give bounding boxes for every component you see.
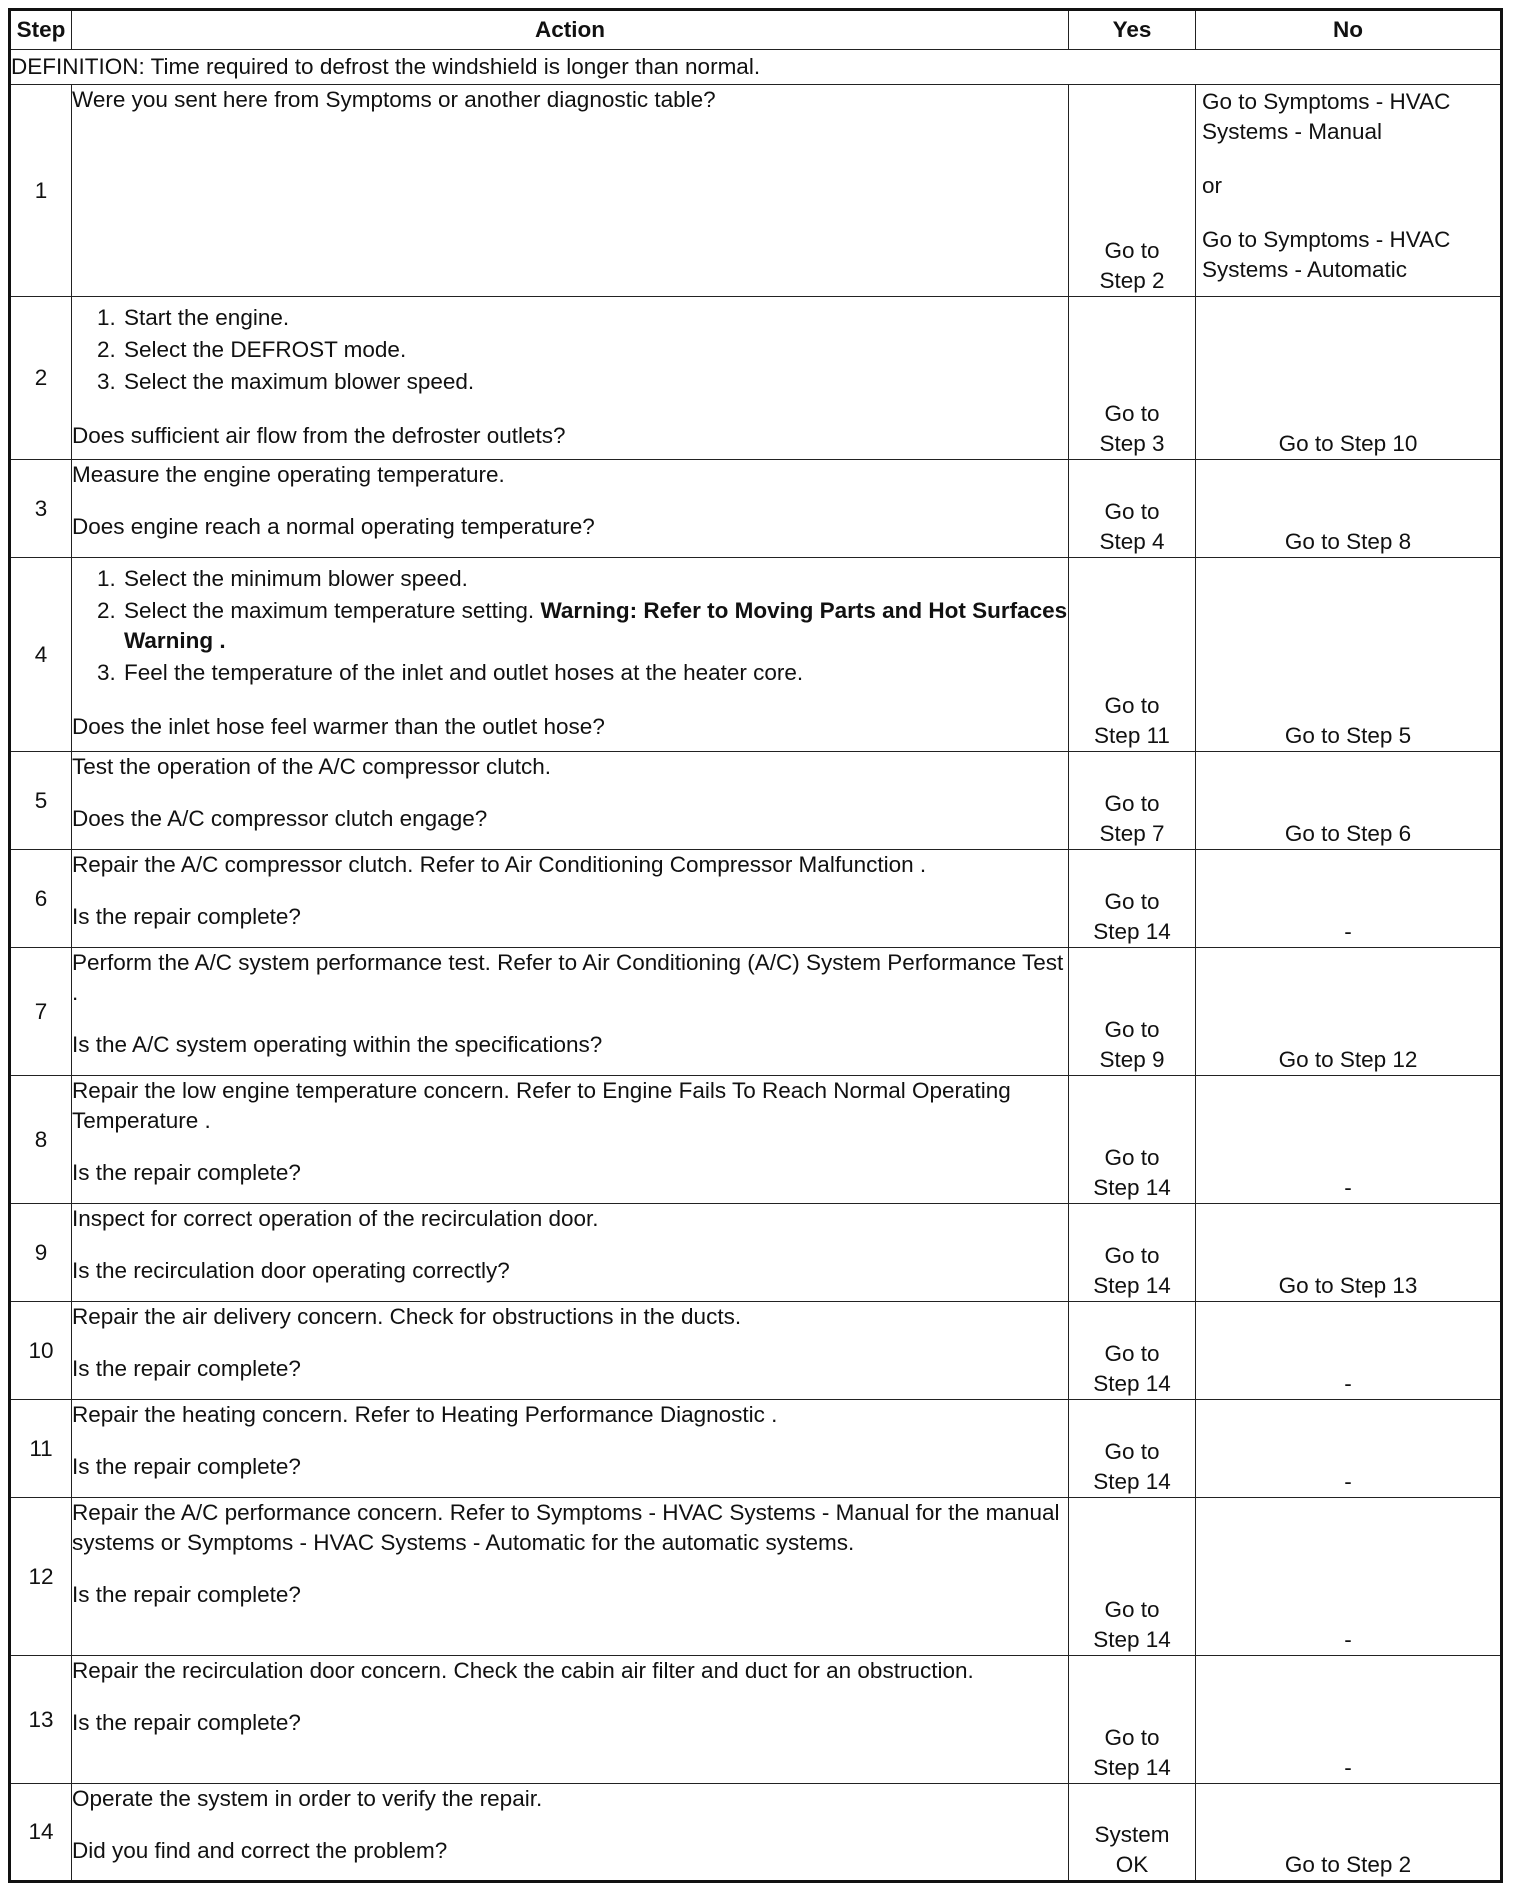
yes-line-2: Step 14 [1093,1273,1171,1298]
no-or-text: or [1202,173,1223,198]
action-cell [72,948,1069,1076]
header-action: Action [72,10,1069,50]
table-row [10,1400,1502,1498]
action-text: Measure the engine operating temperature. [72,462,505,487]
action-steps-list [72,564,1068,688]
table-row [10,85,1502,297]
action-text: Were you sent here from Symptoms or another diagnostic table? [72,87,716,112]
yes-line-2: Step 9 [1099,1047,1165,1072]
no-cell: - [1196,850,1502,948]
yes-line-1: Go to [1104,238,1160,263]
yes-cell [1069,1656,1196,1784]
action-question: Is the repair complete? [72,1582,301,1607]
warning-link[interactable]: Warning: Refer to Moving Parts and Hot Surfaces Warning . [124,598,1068,653]
yes-line-1: Go to [1104,1725,1160,1750]
step-number: 10 [10,1302,72,1400]
step-number: 6 [10,850,72,948]
action-cell [72,1204,1069,1302]
step-number: 7 [10,948,72,1076]
yes-line-2: Step 3 [1099,431,1165,456]
table-row [10,1204,1502,1302]
yes-line-1: Go to [1104,1597,1160,1622]
table-row [10,948,1502,1076]
yes-cell [1069,850,1196,948]
action-step-item [122,596,1068,656]
yes-line-2: Step 11 [1094,723,1170,748]
action-step-item: 3. Feel the temperature of the inlet and outlet hoses at the heater core. [122,658,1068,688]
no-cell: Go to Step 12 [1196,948,1502,1076]
no-cell: Go to Step 10 [1196,297,1502,460]
no-option-b-line-2: Systems - Automatic [1202,257,1408,282]
no-cell: - [1196,1076,1502,1204]
action-step-item: 1. Select the minimum blower speed. [122,564,1068,594]
action-step-item: 1. Start the engine. [122,303,1068,333]
action-cell [72,460,1069,558]
action-steps-list [72,303,1068,397]
yes-cell [1069,460,1196,558]
action-cell [72,1784,1069,1882]
step-number: 1 [10,85,72,297]
action-cell [72,1498,1069,1656]
action-text: Repair the low engine temperature concern. Refer to Engine Fails To Reach Normal Operating Temperature . [72,1078,1011,1133]
yes-line-2: Step 7 [1099,821,1165,846]
no-cell: Go to Step 8 [1196,460,1502,558]
action-cell [72,1400,1069,1498]
yes-line-2: OK [1115,1852,1149,1877]
yes-cell [1069,948,1196,1076]
action-text: Repair the recirculation door concern. Check the cabin air filter and duct for an obstruction. [72,1658,974,1683]
step-number: 12 [10,1498,72,1656]
step-number: 11 [10,1400,72,1498]
yes-line-2: Step 14 [1093,1371,1171,1396]
step-number: 8 [10,1076,72,1204]
no-cell: - [1196,1656,1502,1784]
action-cell [72,1656,1069,1784]
yes-cell [1069,558,1196,752]
no-option-a-line-1: Go to Symptoms - HVAC [1202,89,1451,114]
step-number: 9 [10,1204,72,1302]
action-question: Is the recirculation door operating correctly? [72,1258,510,1283]
action-question: Did you find and correct the problem? [72,1838,448,1863]
yes-cell [1069,752,1196,850]
no-option-b-line-1: Go to Symptoms - HVAC [1202,227,1451,252]
no-cell: Go to Step 5 [1196,558,1502,752]
table-row [10,752,1502,850]
yes-line-2: Step 14 [1093,1469,1171,1494]
step-number: 14 [10,1784,72,1882]
yes-line-1: Go to [1104,1017,1160,1042]
step-number: 5 [10,752,72,850]
table-row [10,1784,1502,1882]
header-yes: Yes [1069,10,1196,50]
yes-cell [1069,1204,1196,1302]
yes-line-1: Go to [1104,1341,1160,1366]
yes-line-1: Go to [1104,1243,1160,1268]
table-row [10,1302,1502,1400]
action-cell [72,752,1069,850]
yes-line-1: Go to [1104,791,1160,816]
yes-cell [1069,1498,1196,1656]
yes-cell [1069,1784,1196,1882]
yes-line-1: Go to [1104,693,1160,718]
no-cell: - [1196,1498,1502,1656]
no-cell: Go to Step 13 [1196,1204,1502,1302]
no-cell: Go to Step 2 [1196,1784,1502,1882]
table-row [10,1656,1502,1784]
yes-cell [1069,1076,1196,1204]
action-cell [72,850,1069,948]
table-row [10,1498,1502,1656]
action-text: Repair the air delivery concern. Check for obstructions in the ducts. [72,1304,742,1329]
header-row [10,10,1502,50]
action-text: Repair the heating concern. Refer to Heating Performance Diagnostic . [72,1402,778,1427]
yes-line-1: Go to [1104,401,1160,426]
no-option-a-line-2: Systems - Manual [1202,119,1383,144]
no-cell: Go to Step 6 [1196,752,1502,850]
table-row [10,1076,1502,1204]
diagnostic-table [8,8,1503,1883]
step-number: 2 [10,297,72,460]
action-text: Repair the A/C compressor clutch. Refer to Air Conditioning Compressor Malfunction . [72,852,927,877]
action-cell [72,297,1069,460]
table-row [10,297,1502,460]
action-question: Is the repair complete? [72,1160,301,1185]
yes-line-1: Go to [1104,889,1160,914]
yes-cell [1069,297,1196,460]
step-number: 3 [10,460,72,558]
action-text: Test the operation of the A/C compressor clutch. [72,754,551,779]
definition-row [10,50,1502,85]
table-row [10,558,1502,752]
action-cell [72,1302,1069,1400]
step-number: 4 [10,558,72,752]
action-question: Is the A/C system operating within the specifications? [72,1032,603,1057]
action-question: Is the repair complete? [72,904,301,929]
action-question: Is the repair complete? [72,1710,301,1735]
yes-line-2: Step 2 [1099,268,1165,293]
action-cell [72,1076,1069,1204]
yes-line-2: Step 4 [1099,529,1165,554]
diagnostic-table-container [8,8,1500,1883]
yes-cell [1069,1302,1196,1400]
no-cell: - [1196,1302,1502,1400]
action-text: Repair the A/C performance concern. Refer to Symptoms - HVAC Systems - Manual for the manual systems or Symptoms - HVAC Systems - Automatic for the automatic systems. [72,1500,1060,1555]
table-row [10,460,1502,558]
header-step: Step [10,10,72,50]
action-cell [72,558,1069,752]
yes-line-2: Step 14 [1093,1175,1171,1200]
action-question: Is the repair complete? [72,1356,301,1381]
action-cell [72,85,1069,297]
no-cell [1196,85,1502,297]
yes-line-1: Go to [1104,1145,1160,1170]
yes-cell [1069,85,1196,297]
no-cell: - [1196,1400,1502,1498]
definition-text: DEFINITION: Time required to defrost the windshield is longer than normal. [10,50,1502,85]
yes-line-1: System [1094,1822,1170,1847]
yes-line-1: Go to [1104,1439,1160,1464]
yes-line-2: Step 14 [1093,1755,1171,1780]
action-question: Does engine reach a normal operating temperature? [72,514,595,539]
action-step-item: 2. Select the DEFROST mode. [122,335,1068,365]
action-step-text: Select the maximum temperature setting. [124,598,535,623]
action-question: Does the A/C compressor clutch engage? [72,806,488,831]
header-no: No [1196,10,1502,50]
action-question: Does sufficient air flow from the defroster outlets? [72,423,566,448]
step-number: 13 [10,1656,72,1784]
action-text: Perform the A/C system performance test. Refer to Air Conditioning (A/C) System Performance Test . [72,950,1064,1005]
yes-line-1: Go to [1104,499,1160,524]
yes-line-2: Step 14 [1093,1627,1171,1652]
action-question: Is the repair complete? [72,1454,301,1479]
action-text: Inspect for correct operation of the recirculation door. [72,1206,599,1231]
action-question: Does the inlet hose feel warmer than the outlet hose? [72,714,605,739]
action-step-item: 3. Select the maximum blower speed. [122,367,1068,397]
yes-line-2: Step 14 [1093,919,1171,944]
table-row [10,850,1502,948]
action-text: Operate the system in order to verify the repair. [72,1786,543,1811]
yes-cell [1069,1400,1196,1498]
